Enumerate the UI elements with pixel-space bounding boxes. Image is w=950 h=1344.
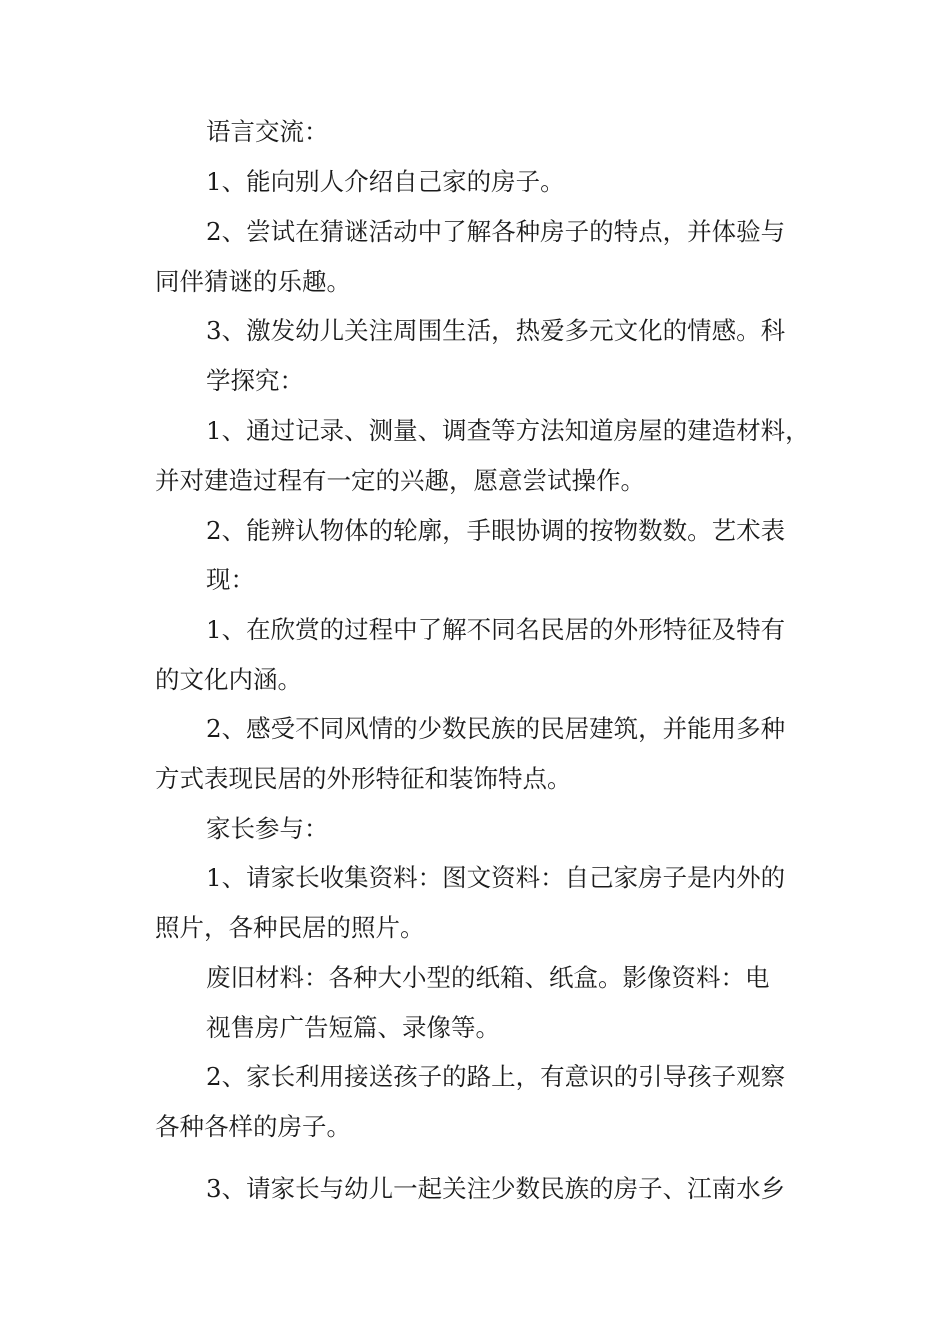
text-line: 1、能向别人介绍自己家的房子。 <box>206 167 565 196</box>
text-line: 并对建造过程有一定的兴趣，愿意尝试操作。 <box>155 466 645 495</box>
section-heading-art: 现： <box>206 565 255 594</box>
text-line: 各种各样的房子。 <box>155 1112 351 1141</box>
text-line: 2、尝试在猜谜活动中了解各种房子的特点，并体验与 <box>206 217 786 246</box>
text-line: 2、感受不同风情的少数民族的民居建筑，并能用多种 <box>206 714 786 743</box>
text-line: 同伴猜谜的乐趣。 <box>155 267 351 296</box>
text-line: 的文化内涵。 <box>155 665 302 694</box>
text-line: 3、请家长与幼儿一起关注少数民族的房子、江南水乡 <box>206 1174 786 1203</box>
text-line: 1、在欣赏的过程中了解不同名民居的外形特征及特有 <box>206 615 786 644</box>
section-heading-language: 语言交流： <box>206 117 329 146</box>
text-line: 照片，各种民居的照片。 <box>155 913 425 942</box>
section-heading-science: 学探究： <box>206 366 304 395</box>
text-line: 视售房广告短篇、录像等。 <box>206 1013 500 1042</box>
text-line: 2、家长利用接送孩子的路上，有意识的引导孩子观察 <box>206 1062 786 1091</box>
text-line: 2、能辨认物体的轮廓，手眼协调的按物数数。艺术表 <box>206 516 786 545</box>
section-heading-parents: 家长参与： <box>206 814 329 843</box>
text-line: 废旧材料：各种大小型的纸箱、纸盒。影像资料：电 <box>206 963 770 992</box>
text-line: 1、请家长收集资料：图文资料：自己家房子是内外的 <box>206 863 786 892</box>
text-line: 1、通过记录、测量、调查等方法知道房屋的建造材料， <box>206 416 810 445</box>
text-line: 3、激发幼儿关注周围生活，热爱多元文化的情感。科 <box>206 316 786 345</box>
text-line: 方式表现民居的外形特征和装饰特点。 <box>155 764 572 793</box>
